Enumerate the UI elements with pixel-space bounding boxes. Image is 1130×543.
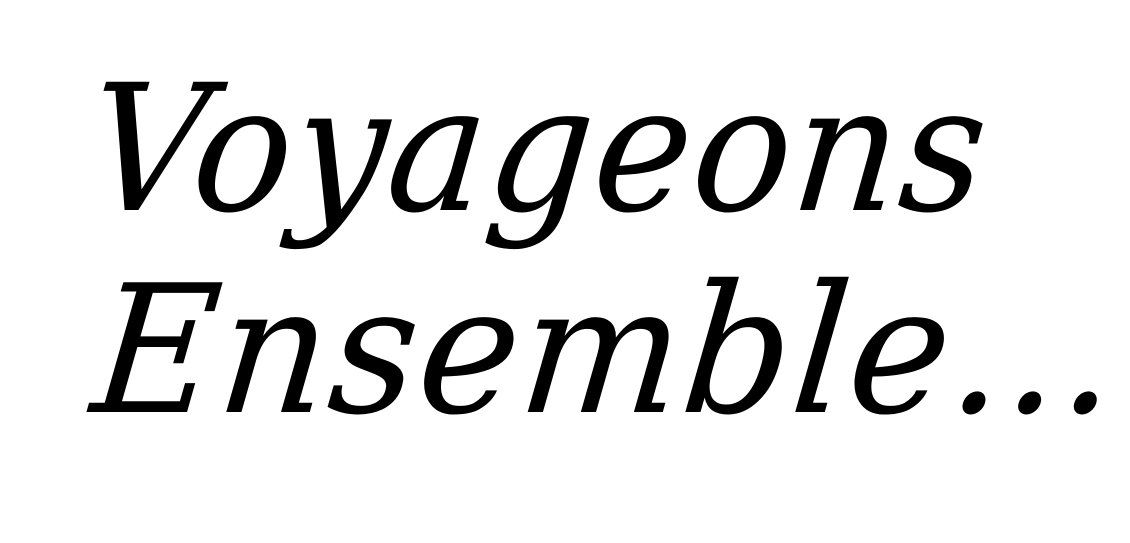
headline-line-2: Ensemble... (84, 247, 1130, 454)
headline-line-1: Voyageons (79, 47, 998, 252)
